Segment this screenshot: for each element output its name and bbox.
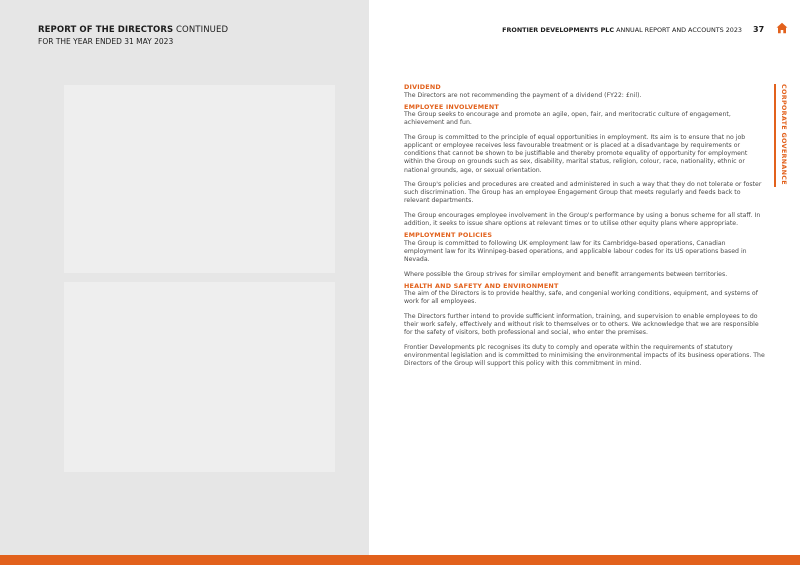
- heading-employment-policies: EMPLOYMENT POLICIES: [404, 231, 493, 240]
- paragraph: The Directors are not recommending the payment of a dividend (FY22: £nil).: [404, 91, 642, 99]
- page-number: 37: [753, 25, 765, 34]
- paragraph: The Group encourages employee involvement in the Group's performance by using a bonus scheme for all staff. In addition, it seeks to issue share options at relevant times or to utilise other equity plans where appropriate.: [404, 211, 761, 227]
- footer-bar: [0, 555, 800, 565]
- paragraph: The Group's policies and procedures are created and administered in such a way that they do not tolerate or foster such discrimination. The Group has an employee Engagement Group that meets regularly and feeds back to relevant departments.: [404, 181, 762, 205]
- heading-dividend: DIVIDEND: [404, 83, 441, 91]
- home-icon[interactable]: [776, 22, 788, 34]
- left-page: [0, 0, 369, 555]
- side-tab-bar: [774, 84, 776, 187]
- paragraph: The Group seeks to encourage and promote an agile, open, fair, and meritocratic culture of engagement, achievement and fun.: [404, 111, 731, 127]
- image-placeholder-bottom: [64, 282, 335, 472]
- side-tab-corporate-governance[interactable]: CORPORATE GOVERNANCE: [780, 84, 788, 185]
- running-header: FRONTIER DEVELOPMENTS PLC ANNUAL REPORT AND ACCOUNTS 2023: [502, 26, 742, 34]
- paragraph: The Directors further intend to provide sufficient information, training, and supervision to enable employees to do their work safely, effectively and without risk to themselves or to others. We acknowledge that we are responsible for the safety of visitors, both professional and social, who enter the premises.: [404, 312, 759, 337]
- paragraph: Where possible the Group strives for similar employment and benefit arrangements between territories.: [404, 270, 728, 278]
- paragraph: The Group is committed to the principle of equal opportunities in employment. Its aim is to ensure that no job applicant or employee receives less favourable treatment or is placed at a disadvantage by requirements or conditions that cannot be shown to be justifiable and thereby promote equality of opportunity for employment within the Group on grounds such as sex, disability, marital status, religion, colour, race, nationality, ethnic or national grounds, age, or sexual orientation.: [404, 133, 748, 174]
- report-subtitle: FOR THE YEAR ENDED 31 MAY 2023: [38, 37, 174, 46]
- main-content: [404, 83, 766, 374]
- report-title: REPORT OF THE DIRECTORS CONTINUED: [38, 25, 229, 35]
- paragraph: The Group is committed to following UK employment law for its Cambridge-based operations, Canadian employment law for its Winnipeg-based operations, and applicable labour codes for its US operations based in Nevada.: [404, 239, 747, 264]
- paragraph: The aim of the Directors is to provide healthy, safe, and congenial working conditions, equipment, and systems of work for all employees.: [404, 290, 758, 306]
- image-placeholder-top: [64, 85, 335, 273]
- heading-employee-involvement: EMPLOYEE INVOLVEMENT: [404, 102, 499, 111]
- heading-health-safety-environment: HEALTH AND SAFETY AND ENVIRONMENT: [404, 281, 559, 290]
- paragraph: Frontier Developments plc recognises its duty to comply and operate within the requirements of statutory environmental legislation and is committed to minimising the environmental impacts of its business operations. The Directors of the Group will support this policy with this commitment in mind.: [404, 343, 765, 367]
